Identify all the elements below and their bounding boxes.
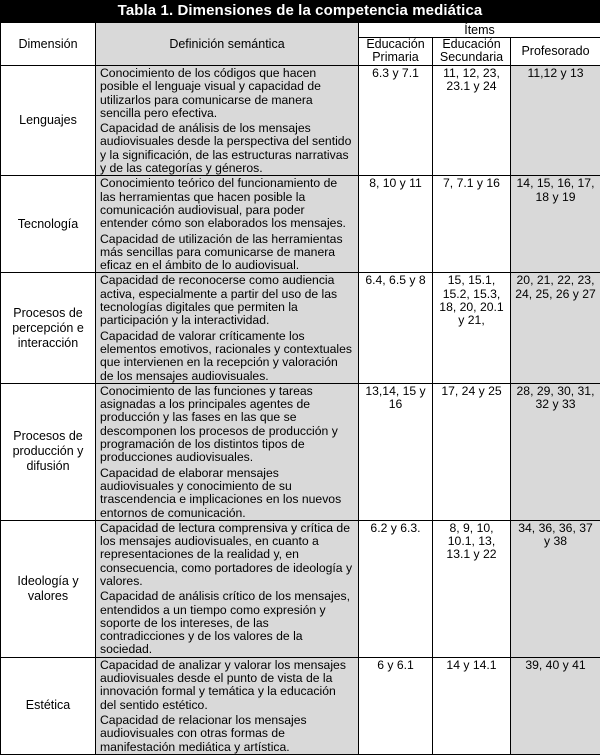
definition-cell <box>96 176 359 273</box>
definition-cell <box>96 66 359 176</box>
definition-cell <box>96 273 359 383</box>
items-primaria-cell: 6.3 y 7.1 <box>359 66 433 176</box>
items-secundaria-cell: 7, 7.1 y 16 <box>433 176 511 273</box>
definition-text: Capacidad de relacionar los mensajes audiovisuales con otras formas de manifestación mediática y artística. <box>100 714 354 754</box>
header-items: Ítems <box>359 23 600 38</box>
items-secundaria-cell: 14 y 14.1 <box>433 657 511 754</box>
items-profesorado-cell: 11,12 y 13 <box>511 66 600 176</box>
items-primaria-cell: 13,14, 15 y 16 <box>359 383 433 520</box>
definition-cell <box>96 383 359 520</box>
items-primaria-cell: 6.4, 6.5 y 8 <box>359 273 433 383</box>
items-primaria-cell: 6.2 y 6.3. <box>359 520 433 657</box>
items-profesorado-cell: 20, 21, 22, 23, 24, 25, 26 y 27 <box>511 273 600 383</box>
items-profesorado-cell: 34, 36, 36, 37 y 38 <box>511 520 600 657</box>
header-secundaria: Educación Secundaria <box>433 38 511 66</box>
definition-text: Capacidad de análisis de los mensajes audiovisuales desde la perspectiva del sentido y la significación, de las estructuras narrativas y de las categorías y géneros. <box>100 122 354 175</box>
dimension-cell: Tecnología <box>1 176 96 273</box>
definition-text: Capacidad de reconocerse como audiencia activa, especialmente a partir del uso de las tecnologías digitales que permiten la participación y la interactividad. <box>100 274 354 327</box>
table-row <box>1 176 600 273</box>
definition-text: Capacidad de lectura comprensiva y crítica de los mensajes audiovisuales, en cuanto a representaciones de la realidad y, en consecuencia, como portadores de ideología y valores. <box>100 522 354 588</box>
items-primaria-cell: 8, 10 y 11 <box>359 176 433 273</box>
table-row <box>1 66 600 176</box>
dimension-cell: Ideología y valores <box>1 520 96 657</box>
dimension-cell: Procesos de producción y difusión <box>1 383 96 520</box>
competencias-table <box>0 22 600 755</box>
definition-text: Conocimiento de las funciones y tareas asignadas a los principales agentes de producción y las fases en las que se descomponen los procesos de producción y programación de los distintos tipos de producciones audiovisuales. <box>100 385 354 465</box>
header-profesorado: Profesorado <box>511 38 600 66</box>
table-row <box>1 383 600 520</box>
items-primaria-cell: 6 y 6.1 <box>359 657 433 754</box>
items-profesorado-cell: 28, 29, 30, 31, 32 y 33 <box>511 383 600 520</box>
table-title: Tabla 1. Dimensiones de la competencia mediática <box>0 0 600 22</box>
definition-cell <box>96 520 359 657</box>
table-row <box>1 273 600 383</box>
items-profesorado-cell: 14, 15, 16, 17, 18 y 19 <box>511 176 600 273</box>
items-secundaria-cell: 8, 9, 10, 10.1, 13, 13.1 y 22 <box>433 520 511 657</box>
items-secundaria-cell: 15, 15.1, 15.2, 15.3, 18, 20, 20.1 y 21, <box>433 273 511 383</box>
definition-text: Conocimiento teórico del funcionamiento de las herramientas que hacen posible la comunicación audiovisual, para poder entender cómo son elaborados los mensajes. <box>100 177 354 230</box>
dimension-cell: Procesos de percepción e interacción <box>1 273 96 383</box>
definition-text: Capacidad de valorar críticamente los elementos emotivos, racionales y contextuales que intervienen en la recepción y valoración de los mensajes audiovisuales. <box>100 330 354 383</box>
header-dimension: Dimensión <box>1 23 96 66</box>
table-row <box>1 520 600 657</box>
items-profesorado-cell: 39, 40 y 41 <box>511 657 600 754</box>
definition-text: Capacidad de análisis crítico de los mensajes, entendidos a un tiempo como expresión y soporte de los intereses, de las contradicciones y de los valores de la sociedad. <box>100 590 354 656</box>
table-row <box>1 657 600 754</box>
definition-text: Capacidad de utilización de las herramientas más sencillas para comunicarse de manera eficaz en el ámbito de lo audiovisual. <box>100 233 354 273</box>
definition-text: Conocimiento de los códigos que hacen posible el lenguaje visual y capacidad de utilizarlos para comunicarse de manera sencilla pero efectiva. <box>100 67 354 120</box>
dimension-cell: Estética <box>1 657 96 754</box>
definition-text: Capacidad de analizar y valorar los mensajes audiovisuales desde el punto de vista de la innovación formal y temática y la educación del sentido estético. <box>100 659 354 712</box>
dimension-cell: Lenguajes <box>1 66 96 176</box>
items-secundaria-cell: 17, 24 y 25 <box>433 383 511 520</box>
header-primaria: Educación Primaria <box>359 38 433 66</box>
items-secundaria-cell: 11, 12, 23, 23.1 y 24 <box>433 66 511 176</box>
definition-text: Capacidad de elaborar mensajes audiovisuales y conocimiento de su trascendencia e implicaciones en los nuevos entornos de comunicación. <box>100 467 354 520</box>
header-definition: Definición semántica <box>96 23 359 66</box>
definition-cell <box>96 657 359 754</box>
